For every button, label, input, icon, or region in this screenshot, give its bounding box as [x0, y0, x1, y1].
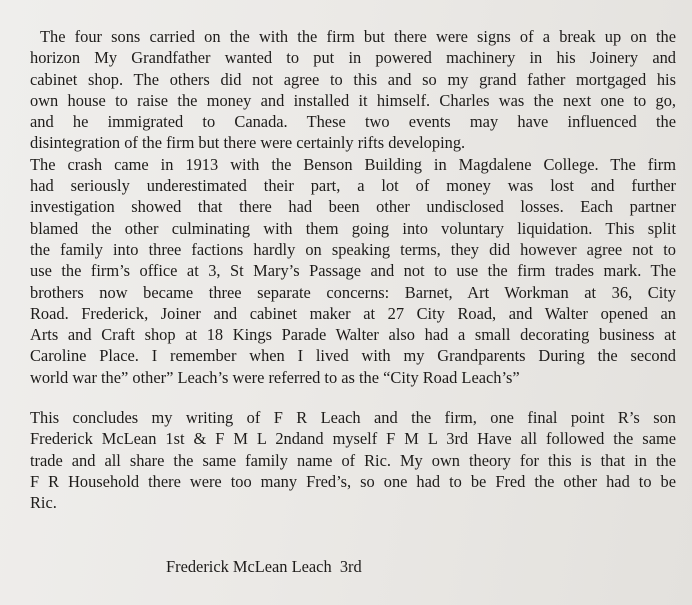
- text-line: Arts and Craft shop at 18 Kings Parade Walter also had a small decorating business at: [30, 325, 676, 345]
- text-line: The crash came in 1913 with the Benson Building in Magdalene College. The firm: [30, 154, 676, 174]
- text-line: blamed the other culminating with them going into voluntary liquidation. This split: [30, 218, 676, 238]
- text-line: brothers now became three separate concerns: Barnet, Art Workman at 36, City: [30, 282, 676, 302]
- text-line: Frederick McLean 1st & F M L 2ndand myself F M L 3rd Have all followed the same: [30, 429, 676, 449]
- text-line: F R Household there were too many Fred’s, so one had to be Fred the other had to be: [30, 471, 676, 491]
- text-line: use the firm’s office at 3, St Mary’s Passage and not to use the firm trades mark. The: [30, 261, 676, 281]
- text-line: trade and all share the same family name of Ric. My own theory for this is that in the: [30, 450, 676, 470]
- text-line: cabinet shop. The others did not agree to this and so my grand father mortgaged his: [30, 69, 676, 89]
- text-line: Road. Frederick, Joiner and cabinet maker at 27 City Road, and Walter opened an: [30, 303, 676, 323]
- text-line: had seriously underestimated their part, a lot of money was lost and further: [30, 176, 676, 196]
- text-line: The four sons carried on the with the firm but there were signs of a break up on the: [40, 27, 676, 46]
- text-line: Ric.: [30, 493, 57, 513]
- text-line: world war the” other” Leach’s were referred to as the “City Road Leach’s”: [30, 367, 520, 387]
- text-line: Caroline Place. I remember when I lived with my Grandparents During the second: [30, 346, 676, 366]
- text-line: own house to raise the money and installed it himself. Charles was the next one to go,: [30, 90, 676, 110]
- text-line: the family into three factions hardly on speaking terms, they did however agree not to: [30, 239, 676, 259]
- text-line: horizon My Grandfather wanted to put in powered machinery in his Joinery and: [30, 48, 676, 68]
- text-line: investigation showed that there had been other undisclosed losses. Each partner: [30, 197, 676, 217]
- author-signature: Frederick McLean Leach 3rd: [166, 557, 362, 576]
- text-line: disintegration of the firm but there were certainly rifts developing.: [30, 133, 466, 153]
- paragraph-conclusion: [30, 407, 676, 513]
- paragraph-family-firm-history: [30, 26, 676, 388]
- text-line: This concludes my writing of F R Leach and the firm, one final point R’s son: [30, 408, 676, 427]
- text-line: and he immigrated to Canada. These two events may have influenced the: [30, 112, 676, 132]
